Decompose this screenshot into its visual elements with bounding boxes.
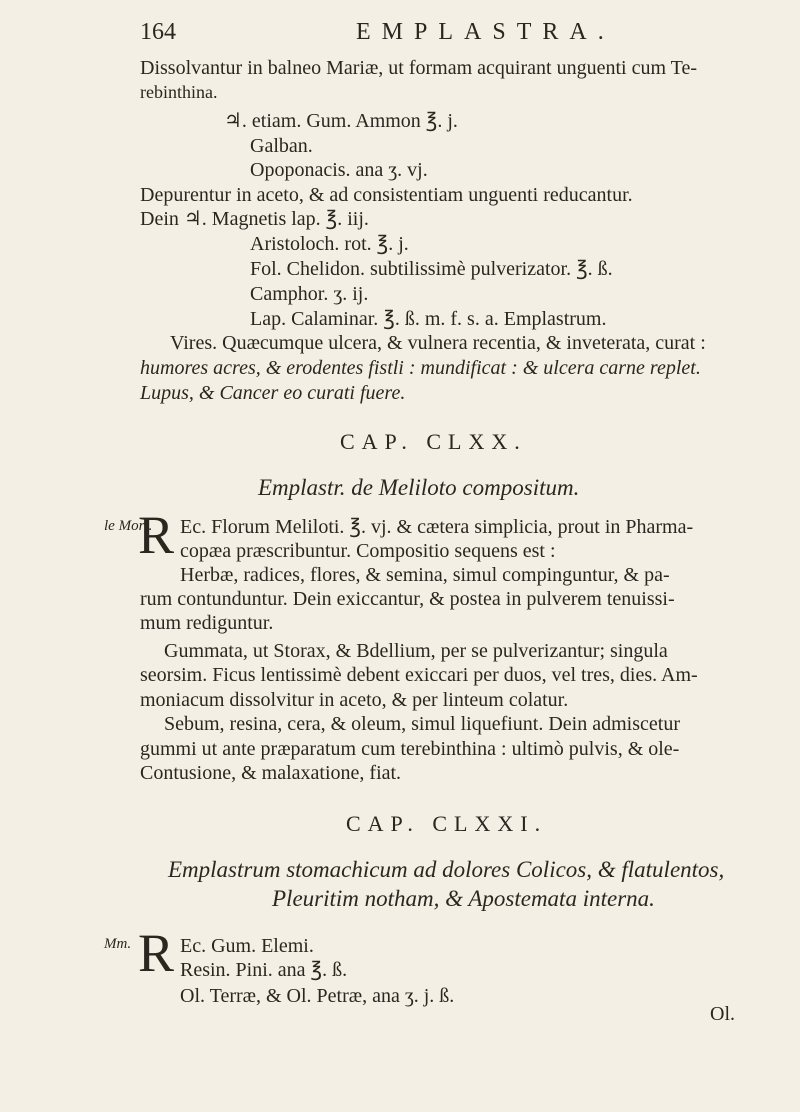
text-line: ♃. etiam. Gum. Ammon ℥. j. bbox=[224, 110, 458, 132]
text-line: Sebum, resina, cera, & oleum, simul liquefiunt. Dein admiscetur bbox=[164, 713, 680, 735]
text-line: Aristoloch. rot. ℥. j. bbox=[250, 233, 409, 255]
text-line: Resin. Pini. ana ℥. ß. bbox=[180, 959, 348, 981]
drop-capital: R bbox=[138, 923, 175, 983]
chapter-title: Pleuritim notham, & Apostemata interna. bbox=[272, 886, 655, 911]
chapter-title: Emplastrum stomachicum ad dolores Colicos, & flatulentos, bbox=[168, 857, 725, 882]
text-line: mum rediguntur. bbox=[140, 612, 274, 634]
page-number: 164 bbox=[140, 19, 176, 45]
text-line: Depurentur in aceto, & ad consistentiam unguenti reducantur. bbox=[140, 184, 633, 206]
text-line: moniacum dissolvitur in aceto, & per linteum colatur. bbox=[140, 689, 569, 711]
text-line: Ec. Gum. Elemi. bbox=[180, 935, 314, 957]
text-line: Contusione, & malaxatione, fiat. bbox=[140, 762, 402, 784]
text-line: Camphor. ʒ. ij. bbox=[250, 283, 369, 305]
margin-note: Mm. bbox=[104, 936, 132, 952]
chapter-heading: CAP. CLXX. bbox=[340, 429, 527, 454]
text-line: Lap. Calaminar. ℥. ß. m. f. s. a. Emplastrum. bbox=[250, 308, 607, 330]
text-line: rebinthina. bbox=[140, 82, 218, 102]
text-line: humores acres, & erodentes fistli : mundificat : & ulcera carne replet. bbox=[140, 357, 701, 379]
margin-note: le Mort. bbox=[104, 518, 153, 534]
text-line: Ec. Florum Meliloti. ℥. vj. & cætera simplicia, prout in Pharma- bbox=[180, 516, 694, 538]
text-line: Dein ♃. Magnetis lap. ℥. iij. bbox=[140, 208, 369, 230]
text-line: Ol. Terræ, & Ol. Petræ, ana ʒ. j. ß. bbox=[180, 985, 455, 1007]
text-line: Gummata, ut Storax, & Bdellium, per se pulverizantur; singula bbox=[164, 640, 668, 662]
text-line: gummi ut ante præparatum cum terebinthina : ultimò pulvis, & ole- bbox=[140, 738, 680, 760]
text-line: seorsim. Ficus lentissimè debent exiccari per duos, vel tres, dies. Am- bbox=[140, 664, 698, 686]
text-line: Dissolvantur in balneo Mariæ, ut formam acquirant unguenti cum Te- bbox=[140, 57, 697, 79]
text-line: copæa præscribuntur. Compositio sequens est : bbox=[180, 540, 556, 562]
catchword: Ol. bbox=[710, 1003, 735, 1025]
chapter-title: Emplastr. de Meliloto compositum. bbox=[258, 475, 580, 500]
text-line: Fol. Chelidon. subtilissimè pulverizator. ℥. ß. bbox=[250, 258, 613, 280]
text-line: Galban. bbox=[250, 135, 313, 157]
text-line: rum contunduntur. Dein exiccantur, & postea in pulverem tenuissi- bbox=[140, 588, 675, 610]
text-line: Opoponacis. ana ʒ. vj. bbox=[250, 159, 428, 181]
running-title: EMPLASTRA. bbox=[356, 19, 615, 45]
text-line: Herbæ, radices, flores, & semina, simul compinguntur, & pa- bbox=[180, 564, 670, 586]
text-line: Lupus, & Cancer eo curati fuere. bbox=[140, 382, 406, 404]
chapter-heading: CAP. CLXXI. bbox=[346, 811, 548, 836]
drop-capital: R bbox=[138, 505, 175, 565]
vires-line: Vires. Quæcumque ulcera, & vulnera recentia, & inveterata, curat : bbox=[170, 332, 706, 354]
